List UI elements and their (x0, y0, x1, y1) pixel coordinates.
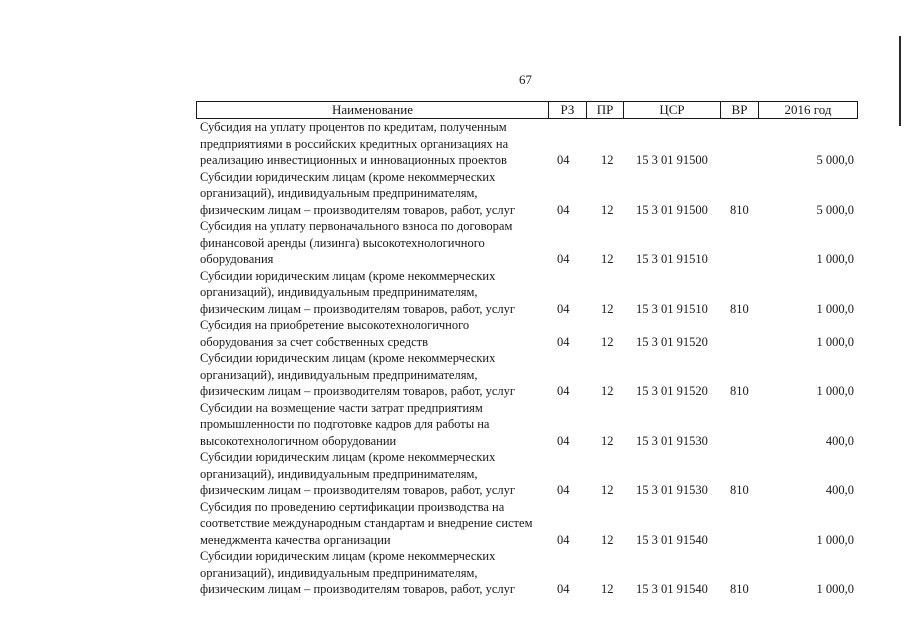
header-vr: ВР (721, 102, 759, 118)
row-rz: 04 (557, 334, 570, 349)
table-row (196, 317, 858, 350)
row-name: Субсидии юридическим лицам (кроме некоммерческих организаций), индивидуальным предпринимателям, физическим лицам – производителям товаров, работ, услуг (200, 351, 516, 398)
row-pr: 12 (601, 301, 614, 316)
row-pr: 12 (601, 334, 614, 349)
header-csr: ЦСР (624, 102, 721, 118)
table-row (196, 548, 858, 598)
row-rz: 04 (557, 153, 570, 167)
header-rz: РЗ (549, 102, 587, 118)
table-row (196, 218, 858, 268)
row-amount: 1 000,0 (816, 334, 854, 349)
row-name: Субсидия на уплату процентов по кредитам, полученным предприятиями в российских кредитных организациях на реализацию инвестиционных и инновационных проектов (200, 120, 509, 167)
row-csr: 15 3 01 91540 (636, 532, 708, 547)
row-csr: 15 3 01 91520 (636, 334, 708, 349)
row-name: Субсидии юридическим лицам (кроме некоммерческих организаций), индивидуальным предпринимателям, физическим лицам – производителям товаров, работ, услуг (200, 169, 516, 217)
row-vr: 810 (730, 384, 749, 398)
row-amount: 1 000,0 (816, 301, 854, 316)
row-pr: 12 (601, 433, 614, 448)
budget-table (196, 101, 858, 598)
row-rz: 04 (557, 301, 570, 316)
header-pr: ПР (587, 102, 624, 118)
row-rz: 04 (557, 433, 570, 448)
table-row (196, 169, 858, 219)
row-pr: 12 (601, 483, 614, 497)
row-amount: 400,0 (825, 483, 854, 497)
row-pr: 12 (601, 582, 614, 596)
row-rz: 04 (557, 384, 570, 398)
row-amount: 5 000,0 (816, 202, 854, 217)
row-rz: 04 (557, 532, 570, 547)
row-name: Субсидия на уплату первоначального взноса по договорам финансовой аренды (лизинга) высокотехнологичного оборудования (200, 219, 513, 266)
row-csr: 15 3 01 91530 (636, 433, 708, 448)
table-row (196, 119, 858, 169)
header-year: 2016 год (784, 102, 832, 117)
row-csr: 15 3 01 91540 (636, 582, 708, 596)
row-name: Субсидия на приобретение высокотехнологичного оборудования за счет собственных средств (200, 318, 470, 349)
row-amount: 1 000,0 (816, 384, 854, 398)
header-name: Наименование (197, 102, 549, 118)
table-header (196, 101, 858, 119)
row-name: Субсидии юридическим лицам (кроме некоммерческих организаций), индивидуальным предпринимателям, физическим лицам – производителям товаров, работ, услуг (200, 268, 516, 316)
row-csr: 15 3 01 91510 (636, 301, 708, 316)
row-name: Субсидии юридическим лицам (кроме некоммерческих организаций), индивидуальным предпринимателям, физическим лицам – производителям товаров, работ, услуг (200, 450, 516, 497)
row-pr: 12 (601, 153, 614, 167)
row-amount: 400,0 (825, 433, 854, 448)
row-amount: 1 000,0 (816, 582, 854, 596)
row-csr: 15 3 01 91530 (636, 483, 708, 497)
table-row (196, 400, 858, 450)
row-name: Субсидии юридическим лицам (кроме некоммерческих организаций), индивидуальным предпринимателям, физическим лицам – производителям товаров, работ, услуг (200, 549, 516, 596)
row-pr: 12 (601, 532, 614, 547)
row-amount: 1 000,0 (816, 532, 854, 547)
row-csr: 15 3 01 91500 (636, 153, 708, 167)
row-pr: 12 (601, 202, 614, 217)
row-rz: 04 (557, 202, 570, 217)
table-body (196, 119, 858, 598)
row-rz: 04 (557, 483, 570, 497)
row-csr: 15 3 01 91500 (636, 202, 708, 217)
page-number: 67 (519, 72, 532, 87)
row-amount: 5 000,0 (816, 153, 854, 167)
row-pr: 12 (601, 384, 614, 398)
row-vr: 810 (730, 301, 749, 316)
row-rz: 04 (557, 582, 570, 596)
table-row (196, 449, 858, 499)
table-row (196, 268, 858, 318)
row-amount: 1 000,0 (816, 252, 854, 266)
row-name: Субсидия по проведению сертификации производства на соответствие международным стандартам и внедрение систем менеджмента качества организации (200, 499, 533, 547)
row-csr: 15 3 01 91510 (636, 252, 708, 266)
row-vr: 810 (730, 202, 749, 217)
row-name: Субсидии на возмещение части затрат предприятиям промышленности по подготовке кадров для работы на высокотехнологичном оборудовании (200, 400, 490, 448)
row-csr: 15 3 01 91520 (636, 384, 708, 398)
table-row (196, 350, 858, 400)
table-row (196, 499, 858, 549)
row-pr: 12 (601, 252, 614, 266)
row-rz: 04 (557, 252, 570, 266)
row-vr: 810 (730, 483, 749, 497)
row-vr: 810 (730, 582, 749, 596)
